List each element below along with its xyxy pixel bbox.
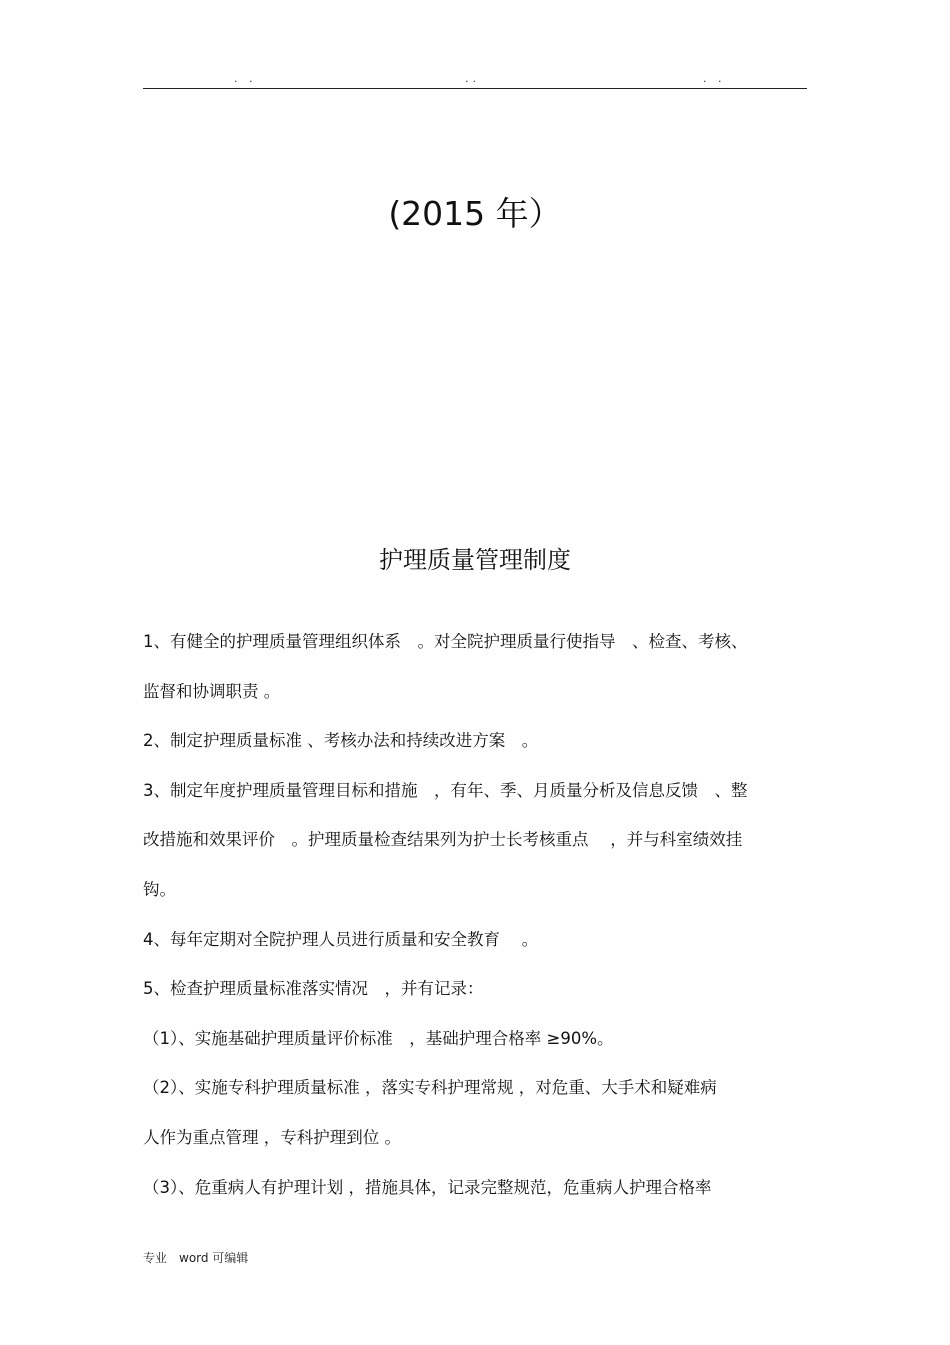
year-title: (2015 年） (388, 194, 562, 233)
paragraph-line: 监督和协调职责 。 (143, 681, 281, 701)
header-mark-right: . . (703, 72, 726, 85)
document-body (143, 617, 808, 1212)
paragraph-line: 4、每年定期对全院护理人员进行质量和安全教育 。 (143, 929, 539, 949)
footer-text: 专业 word 可编辑 (143, 1251, 249, 1265)
paragraph-line: （2）、实施专科护理质量标准 ，落实专科护理常规 ，对危重、大手术和疑难病 (143, 1078, 717, 1098)
document-title: 护理质量管理制度 (379, 546, 571, 574)
paragraph-line: 3、制定年度护理质量管理目标和措施 ，有年、季、月质量分析及信息反馈 、整 (143, 780, 748, 800)
paragraph-line: 钩。 (143, 879, 176, 899)
header-mark-center: .. (465, 72, 480, 85)
header-rule (143, 88, 807, 89)
paragraph-line: 2、制定护理质量标准 、考核办法和持续改进方案 。 (143, 731, 539, 751)
paragraph-line: 5、检查护理质量标准落实情况 ，并有记录： (143, 979, 484, 999)
header-mark-left: . . (234, 72, 257, 85)
paragraph-line: 人作为重点管理 ，专科护理到位 。 (143, 1127, 401, 1147)
paragraph-line: 改措施和效果评价 。护理质量检查结果列为护士长考核重点 ，并与科室绩效挂 (143, 830, 743, 850)
paragraph-line: 1、有健全的护理质量管理组织体系 。对全院护理质量行使指导 、检查、考核、 (143, 632, 748, 651)
paragraph-line: （1）、实施基础护理质量评价标准 ，基础护理合格率 ≥90%。 (143, 1028, 614, 1048)
paragraph-line: （3）、危重病人有护理计划 ，措施具体，记录完整规范，危重病人护理合格率 (143, 1177, 712, 1197)
